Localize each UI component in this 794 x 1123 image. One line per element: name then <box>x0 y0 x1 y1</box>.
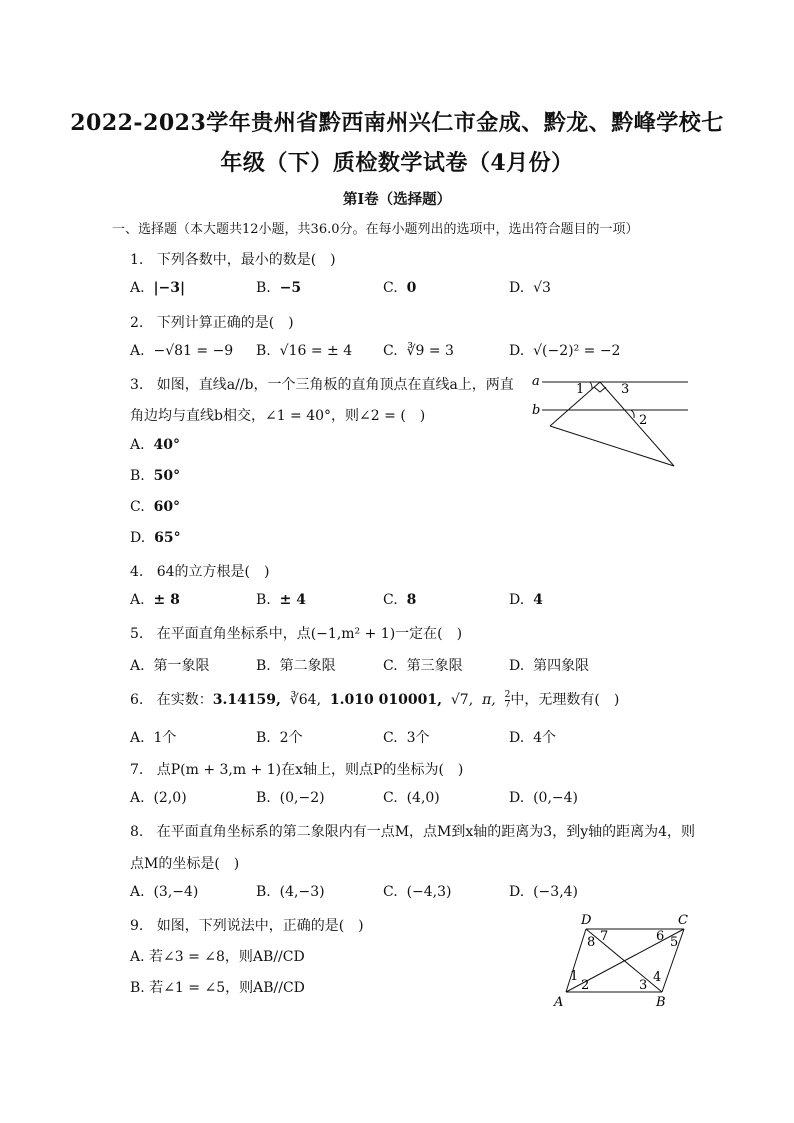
question-6-option-a[interactable]: A. 1个 <box>130 730 177 746</box>
label-D: D <box>581 913 592 928</box>
exam-title-line-1: 2022-2023学年贵州省黔西南州兴仁市金成、黔龙、黔峰学校七 <box>70 110 724 136</box>
question-6-option-d[interactable]: D. 4个 <box>509 730 557 746</box>
question-7-option-c[interactable]: C. (4,0) <box>383 790 440 806</box>
label-angle-1: 1 <box>570 969 579 984</box>
question-2-option-a[interactable]: A. −√81 = −9 <box>130 343 234 359</box>
question-1-option-b[interactable]: B. −5 <box>256 280 302 296</box>
section-heading: 一、选择题（本大题共12小题，共36.0分。在每小题列出的选项中，选出符合题目的一项） <box>112 222 639 237</box>
question-8-stem-line-1: 8. 在平面直角坐标系的第二象限内有一点M，点M到x轴的距离为3，到y轴的距离为4，则 <box>130 824 696 840</box>
label-angle-2: 2 <box>639 413 648 428</box>
question-4-option-c[interactable]: C. 8 <box>383 592 417 608</box>
question-3-option-a[interactable]: A. 40° <box>130 437 180 453</box>
question-2-option-c[interactable]: C. ∛9 = 3 <box>383 343 454 359</box>
question-8-option-a[interactable]: A. (3,−4) <box>130 884 199 900</box>
question-5-stem: 5. 在平面直角坐标系中，点(−1,m² + 1)一定在( ) <box>130 626 463 642</box>
label-angle-6: 6 <box>656 929 665 944</box>
label-angle-3: 3 <box>639 978 648 993</box>
question-3-stem-line-2: 角边均与直线b相交，∠1 = 40°，则∠2 = ( ) <box>130 408 426 424</box>
question-2-option-b[interactable]: B. √16 = ± 4 <box>256 343 353 359</box>
question-3-option-c[interactable]: C. 60° <box>130 499 181 515</box>
question-7-stem: 7. 点P(m + 3,m + 1)在x轴上，则点P的坐标为( ) <box>130 762 464 778</box>
question-7-option-a[interactable]: A. (2,0) <box>130 790 187 806</box>
question-7-option-d[interactable]: D. (0,−4) <box>509 790 579 806</box>
exam-title-line-2: 年级（下）质检数学试卷（4月份） <box>220 150 574 176</box>
question-3-figure <box>528 372 690 470</box>
question-8-option-c[interactable]: C. (−4,3) <box>383 884 452 900</box>
question-2-option-d[interactable]: D. √(−2)² = −2 <box>509 343 621 359</box>
question-1-option-a[interactable]: A. |−3| <box>130 280 186 296</box>
question-1-option-d[interactable]: D. √3 <box>509 280 551 296</box>
label-angle-2: 2 <box>581 978 590 993</box>
question-5-option-d[interactable]: D. 第四象限 <box>509 658 590 674</box>
label-B: B <box>656 995 666 1010</box>
question-8-option-b[interactable]: B. (4,−3) <box>256 884 325 900</box>
question-6-option-b[interactable]: B. 2个 <box>256 730 303 746</box>
label-angle-3: 3 <box>621 382 630 397</box>
question-9-figure <box>550 910 692 1010</box>
question-1-stem: 1. 下列各数中，最小的数是( ) <box>130 252 336 268</box>
question-8-stem-line-2: 点M的坐标是( ) <box>130 856 240 872</box>
label-angle-8: 8 <box>587 935 596 950</box>
question-4-option-d[interactable]: D. 4 <box>509 592 543 608</box>
label-angle-4: 4 <box>653 970 662 985</box>
label-angle-7: 7 <box>600 929 609 944</box>
question-9-option-b[interactable]: B. 若∠1 = ∠5，则AB//CD <box>130 980 305 996</box>
question-6-option-c[interactable]: C. 3个 <box>383 730 430 746</box>
part-title: 第I卷（选择题） <box>342 191 452 208</box>
label-angle-5: 5 <box>670 935 679 950</box>
question-8-option-d[interactable]: D. (−3,4) <box>509 884 579 900</box>
fraction-two-sevenths: $\frac{2}{7}$ <box>504 689 511 710</box>
question-9-option-a[interactable]: A. 若∠3 = ∠8，则AB//CD <box>130 949 305 965</box>
question-1-option-c[interactable]: C. 0 <box>383 280 417 296</box>
question-4-option-b[interactable]: B. ± 4 <box>256 592 307 608</box>
question-3-option-b[interactable]: B. 50° <box>130 468 181 484</box>
question-3-option-d[interactable]: D. 65° <box>130 530 181 546</box>
question-2-stem: 2. 下列计算正确的是( ) <box>130 315 294 331</box>
question-4-option-a[interactable]: A. ± 8 <box>130 592 180 608</box>
question-4-stem: 4. 64的立方根是( ) <box>130 564 270 580</box>
question-5-option-a[interactable]: A. 第一象限 <box>130 658 210 674</box>
question-9-stem: 9. 如图，下列说法中，正确的是( ) <box>130 918 364 934</box>
label-b: b <box>532 403 541 418</box>
question-5-option-b[interactable]: B. 第二象限 <box>256 658 336 674</box>
question-6-stem: 6. 在实数：3.14159, ∛64, 1.010 010001, √7, π, $\frac{2}{7}$ 中，无理数有( ) <box>130 689 620 710</box>
label-A: A <box>554 995 564 1010</box>
label-a: a <box>532 374 540 389</box>
label-angle-1: 1 <box>576 382 585 397</box>
question-5-option-c[interactable]: C. 第三象限 <box>383 658 463 674</box>
question-3-stem-line-1: 3. 如图，直线a//b，一个三角板的直角顶点在直线a上，两直 <box>130 377 514 393</box>
label-C: C <box>678 913 688 928</box>
question-7-option-b[interactable]: B. (0,−2) <box>256 790 325 806</box>
